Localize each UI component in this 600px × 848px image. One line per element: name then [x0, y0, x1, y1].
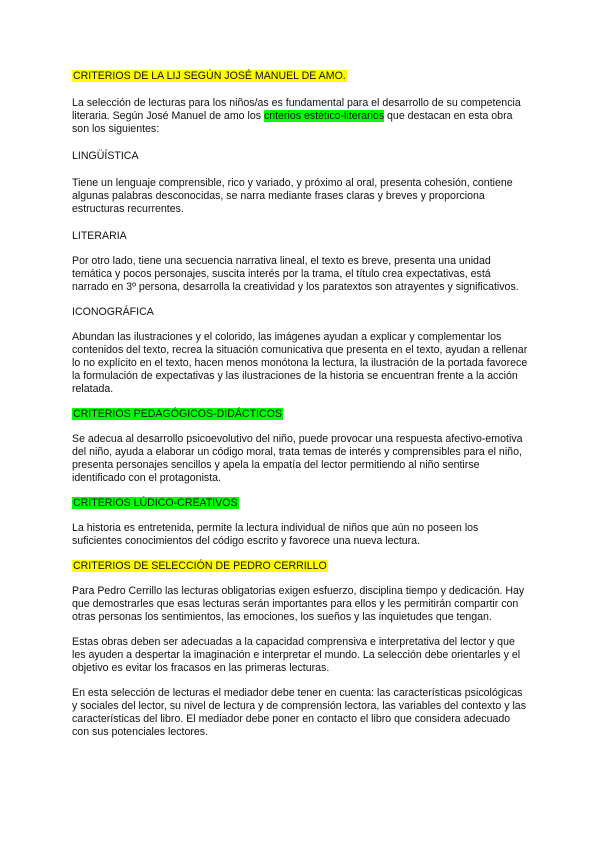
paragraph-ludico: La historia es entretenida, permite la lectura individual de niños que aún no poseen los suficientes conocimientos del código escrito y favorece una nueva lectura. [72, 522, 479, 547]
heading-ludico [72, 497, 528, 510]
heading-pedagogicos [72, 408, 528, 421]
heading-ludico-text: CRITERIOS LÚDICO-CREATIVOS [73, 497, 238, 509]
intro-highlight: criterios estético-literarios [263, 110, 385, 122]
paragraph-linguistica: Tiene un lenguaje comprensible, rico y variado, y próximo al oral, presenta cohesión, contiene algunas palabras desconocidas, se narra mediante frases claras y breves y proporciona estructuras recurrentes. [72, 177, 513, 215]
intro-paragraph [72, 97, 528, 136]
heading-amo [72, 70, 528, 83]
heading-linguistica: LINGÜÍSTICA [72, 150, 139, 162]
paragraph-cerrillo-3: En esta selección de lecturas el mediador debe tener en cuenta: las características psicológicas y sociales del lector, su nivel de lectura y de comprensión lectora, las variables del contexto y las características del libro. El mediador debe poner en contacto el libro que considera adecuado con sus potenciales lectores. [72, 687, 526, 738]
heading-cerrillo-text: CRITERIOS DE SELECCIÓN DE PEDRO CERRILLO [73, 560, 327, 572]
paragraph-cerrillo-2: Estas obras deben ser adecuadas a la capacidad comprensiva e interpretativa del lector y que les ayuden a despertar la imaginación e interpretar el mundo. La selección debe orientarles y el objetivo es evitar los fracasos en las primeras lecturas. [72, 636, 521, 674]
intro-text-a: La selección de lecturas para los niños/as es fundamental para el desarrollo de su competencia literaria. Según José Manuel de amo los [72, 97, 521, 122]
paragraph-literaria: Por otro lado, tiene una secuencia narrativa lineal, el texto es breve, presenta una unidad temática y pocos personajes, suscita interés por la trama, el título crea expectativas, está narrado en 3º persona, desarrolla la creatividad y los paratextos son atrayentes y significativos. [72, 255, 519, 293]
heading-amo-text: CRITERIOS DE LA LIJ SEGÚN JOSÉ MANUEL DE AMO. [73, 70, 346, 82]
heading-cerrillo [72, 560, 528, 573]
paragraph-iconografica: Abundan las ilustraciones y el colorido, las imágenes ayudan a explicar y complementar los contenidos del texto, recrea la situación comunicativa que presenta en el texto, ayudan a rellenar lo no explícito en el texto, hacen menos monótona la lectura, la ilustración de la portada favorece la formulación de expectativas y las ilustraciones de la historia se encuentran frente a la acción relatada. [72, 331, 528, 395]
paragraph-cerrillo-1: Para Pedro Cerrillo las lecturas obligatorias exigen esfuerzo, disciplina tiempo y dedicación. Hay que demostrarles que esas lecturas serán importantes para ellos y les permitirán compartir con otras personas los sentimientos, las emociones, los sueños y las inquietudes que tengan. [72, 585, 525, 623]
intro-text-b: que destacan en esta obra son los siguientes: [72, 110, 513, 135]
paragraph-pedagogicos: Se adecua al desarrollo psicoevolutivo del niño, puede provocar una respuesta afectivo-emotiva del niño, ayuda a elaborar un código moral, trata temas de interés y comprensibles para el niño, presenta personajes sencillos y apela la empatía del lector permitiendo al niño sentirse identificado con el protagonista. [72, 433, 523, 484]
heading-iconografica: ICONOGRÁFICA [72, 306, 154, 318]
heading-literaria: LITERARIA [72, 230, 127, 242]
heading-pedagogicos-text: CRITERIOS PEDAGÓGICOS-DIDÁCTICOS [73, 408, 282, 420]
